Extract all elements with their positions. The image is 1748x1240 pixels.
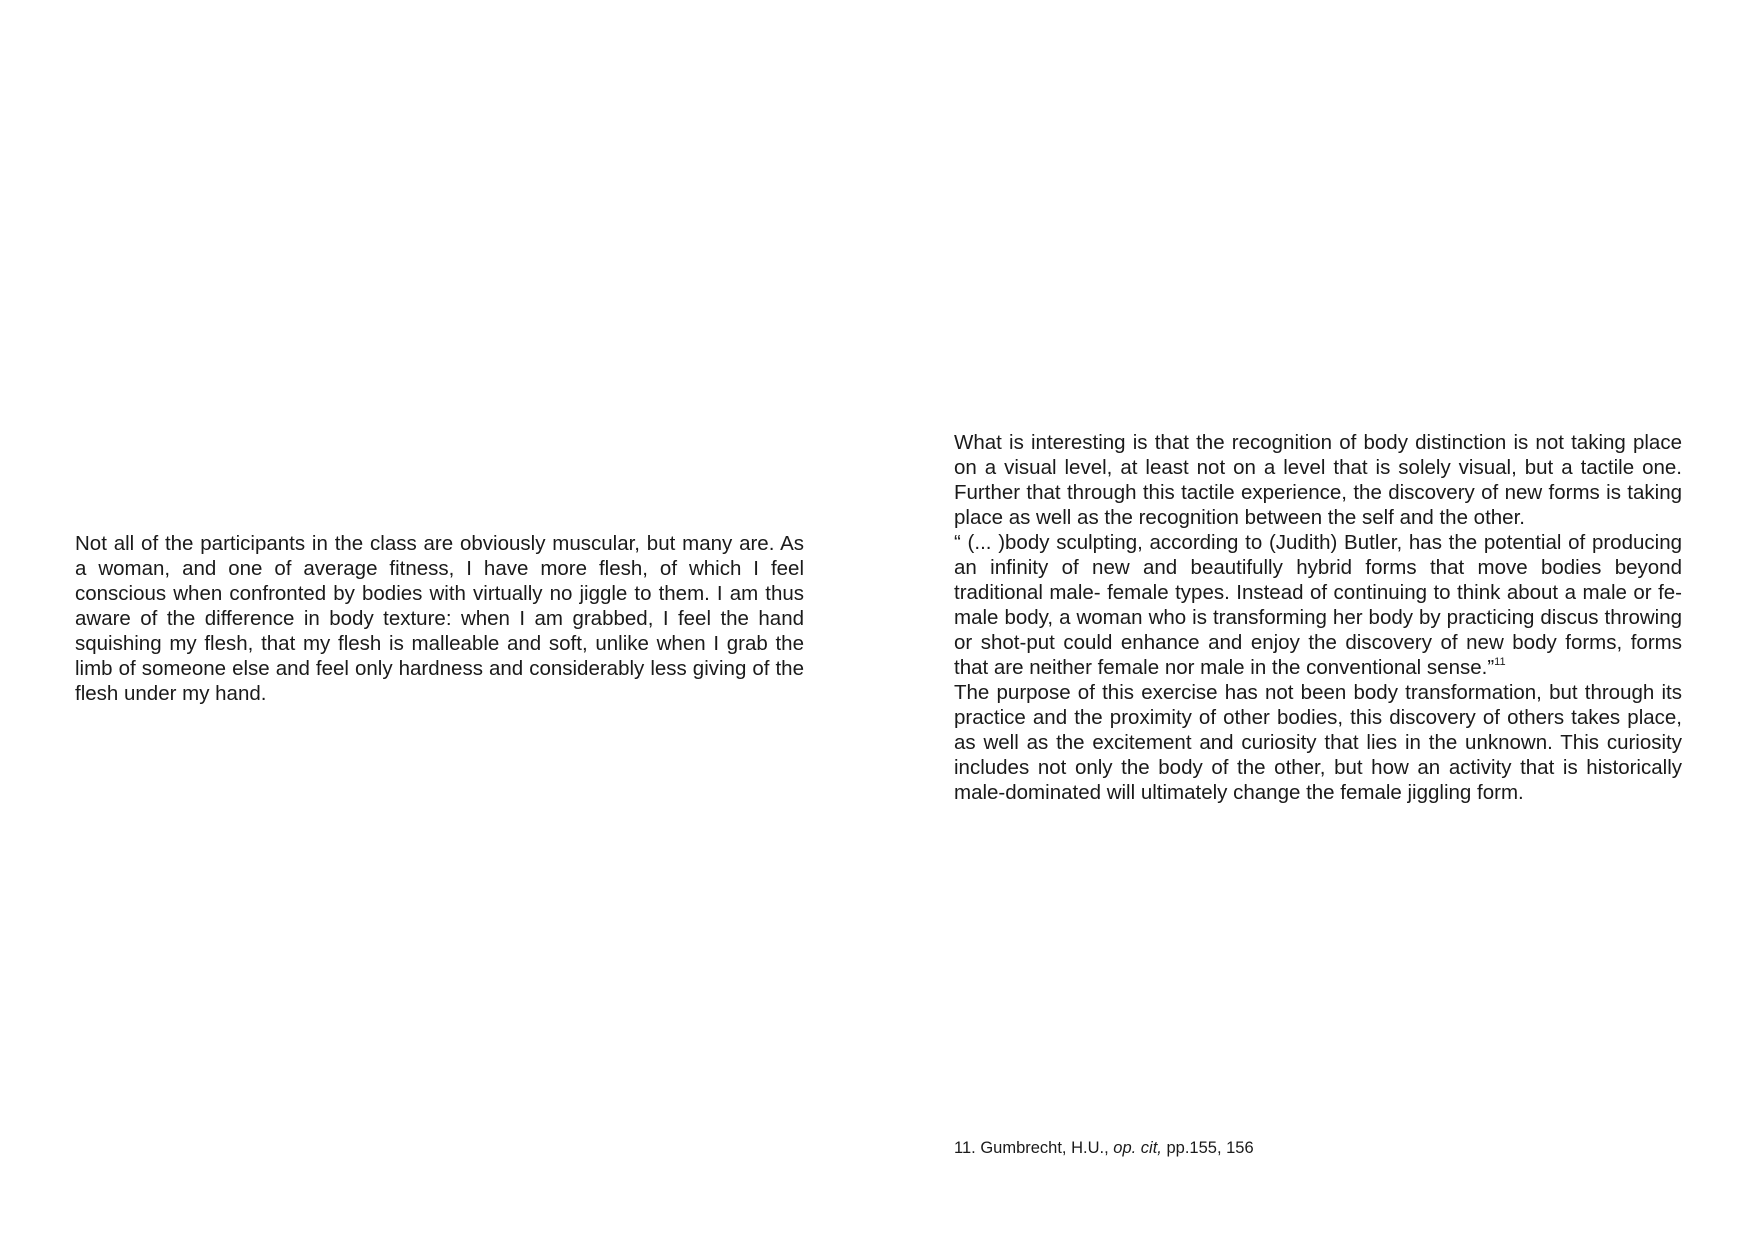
footnote-author: Gumbrecht, H.U., [980, 1139, 1109, 1157]
quote-paragraph [954, 530, 1682, 680]
footnote-work: op. cit, [1113, 1139, 1162, 1157]
right-paragraph-conclusion: The purpose of this exercise has not been body transformation, but through its practice and the proximity of other bodies, this discovery of others takes place, as well as the excitement and curiosity that lies in the unknown. This curiosity includes not only the body of the other, but how an activity that is historically male-dominated will ultimately change the female jiggling form. [954, 681, 1682, 804]
right-paragraph-intro: What is interesting is that the recognition of body distinction is not taking place on a visual level, at least not on a level that is solely visual, but a tactile one. Further that through this tactile experience, the discovery of new forms is taking place as well as the recognition between the self and the other. [954, 431, 1682, 529]
footnote-number: 11. [954, 1139, 976, 1157]
footnote-reference: 11 [1494, 656, 1506, 669]
left-paragraph: Not all of the participants in the class are obviously muscular, but many are. As a woman, and one of average fitness, I have more flesh, of which I feel conscious when confronted by bodies with virtually no jiggle to them. I am thus aware of the difference in body texture: when I am grabbed, I feel the hand squishing my flesh, that my flesh is malleable and soft, unlike when I grab the limb of someone else and feel only hardness and considerably less giving of the flesh under my hand. [75, 532, 804, 705]
quote-text: “ (... )body sculpting, according to (Judith) Butler, has the potential of producing an infinity of new and beautifully hybrid forms that move bodies beyond traditional male- female types. Instead of continuing to think about a male or female body, a woman who is transforming her body by practicing discus throwing or shot-put could enhance and enjoy the discovery of new body forms, forms that are neither female nor male in the conventional sense.” [954, 531, 1682, 679]
left-body-text [75, 531, 804, 706]
right-page [874, 0, 1748, 1240]
right-body-text [954, 430, 1682, 805]
footnote [954, 1138, 1254, 1158]
footnote-pages: pp.155, 156 [1166, 1139, 1254, 1157]
